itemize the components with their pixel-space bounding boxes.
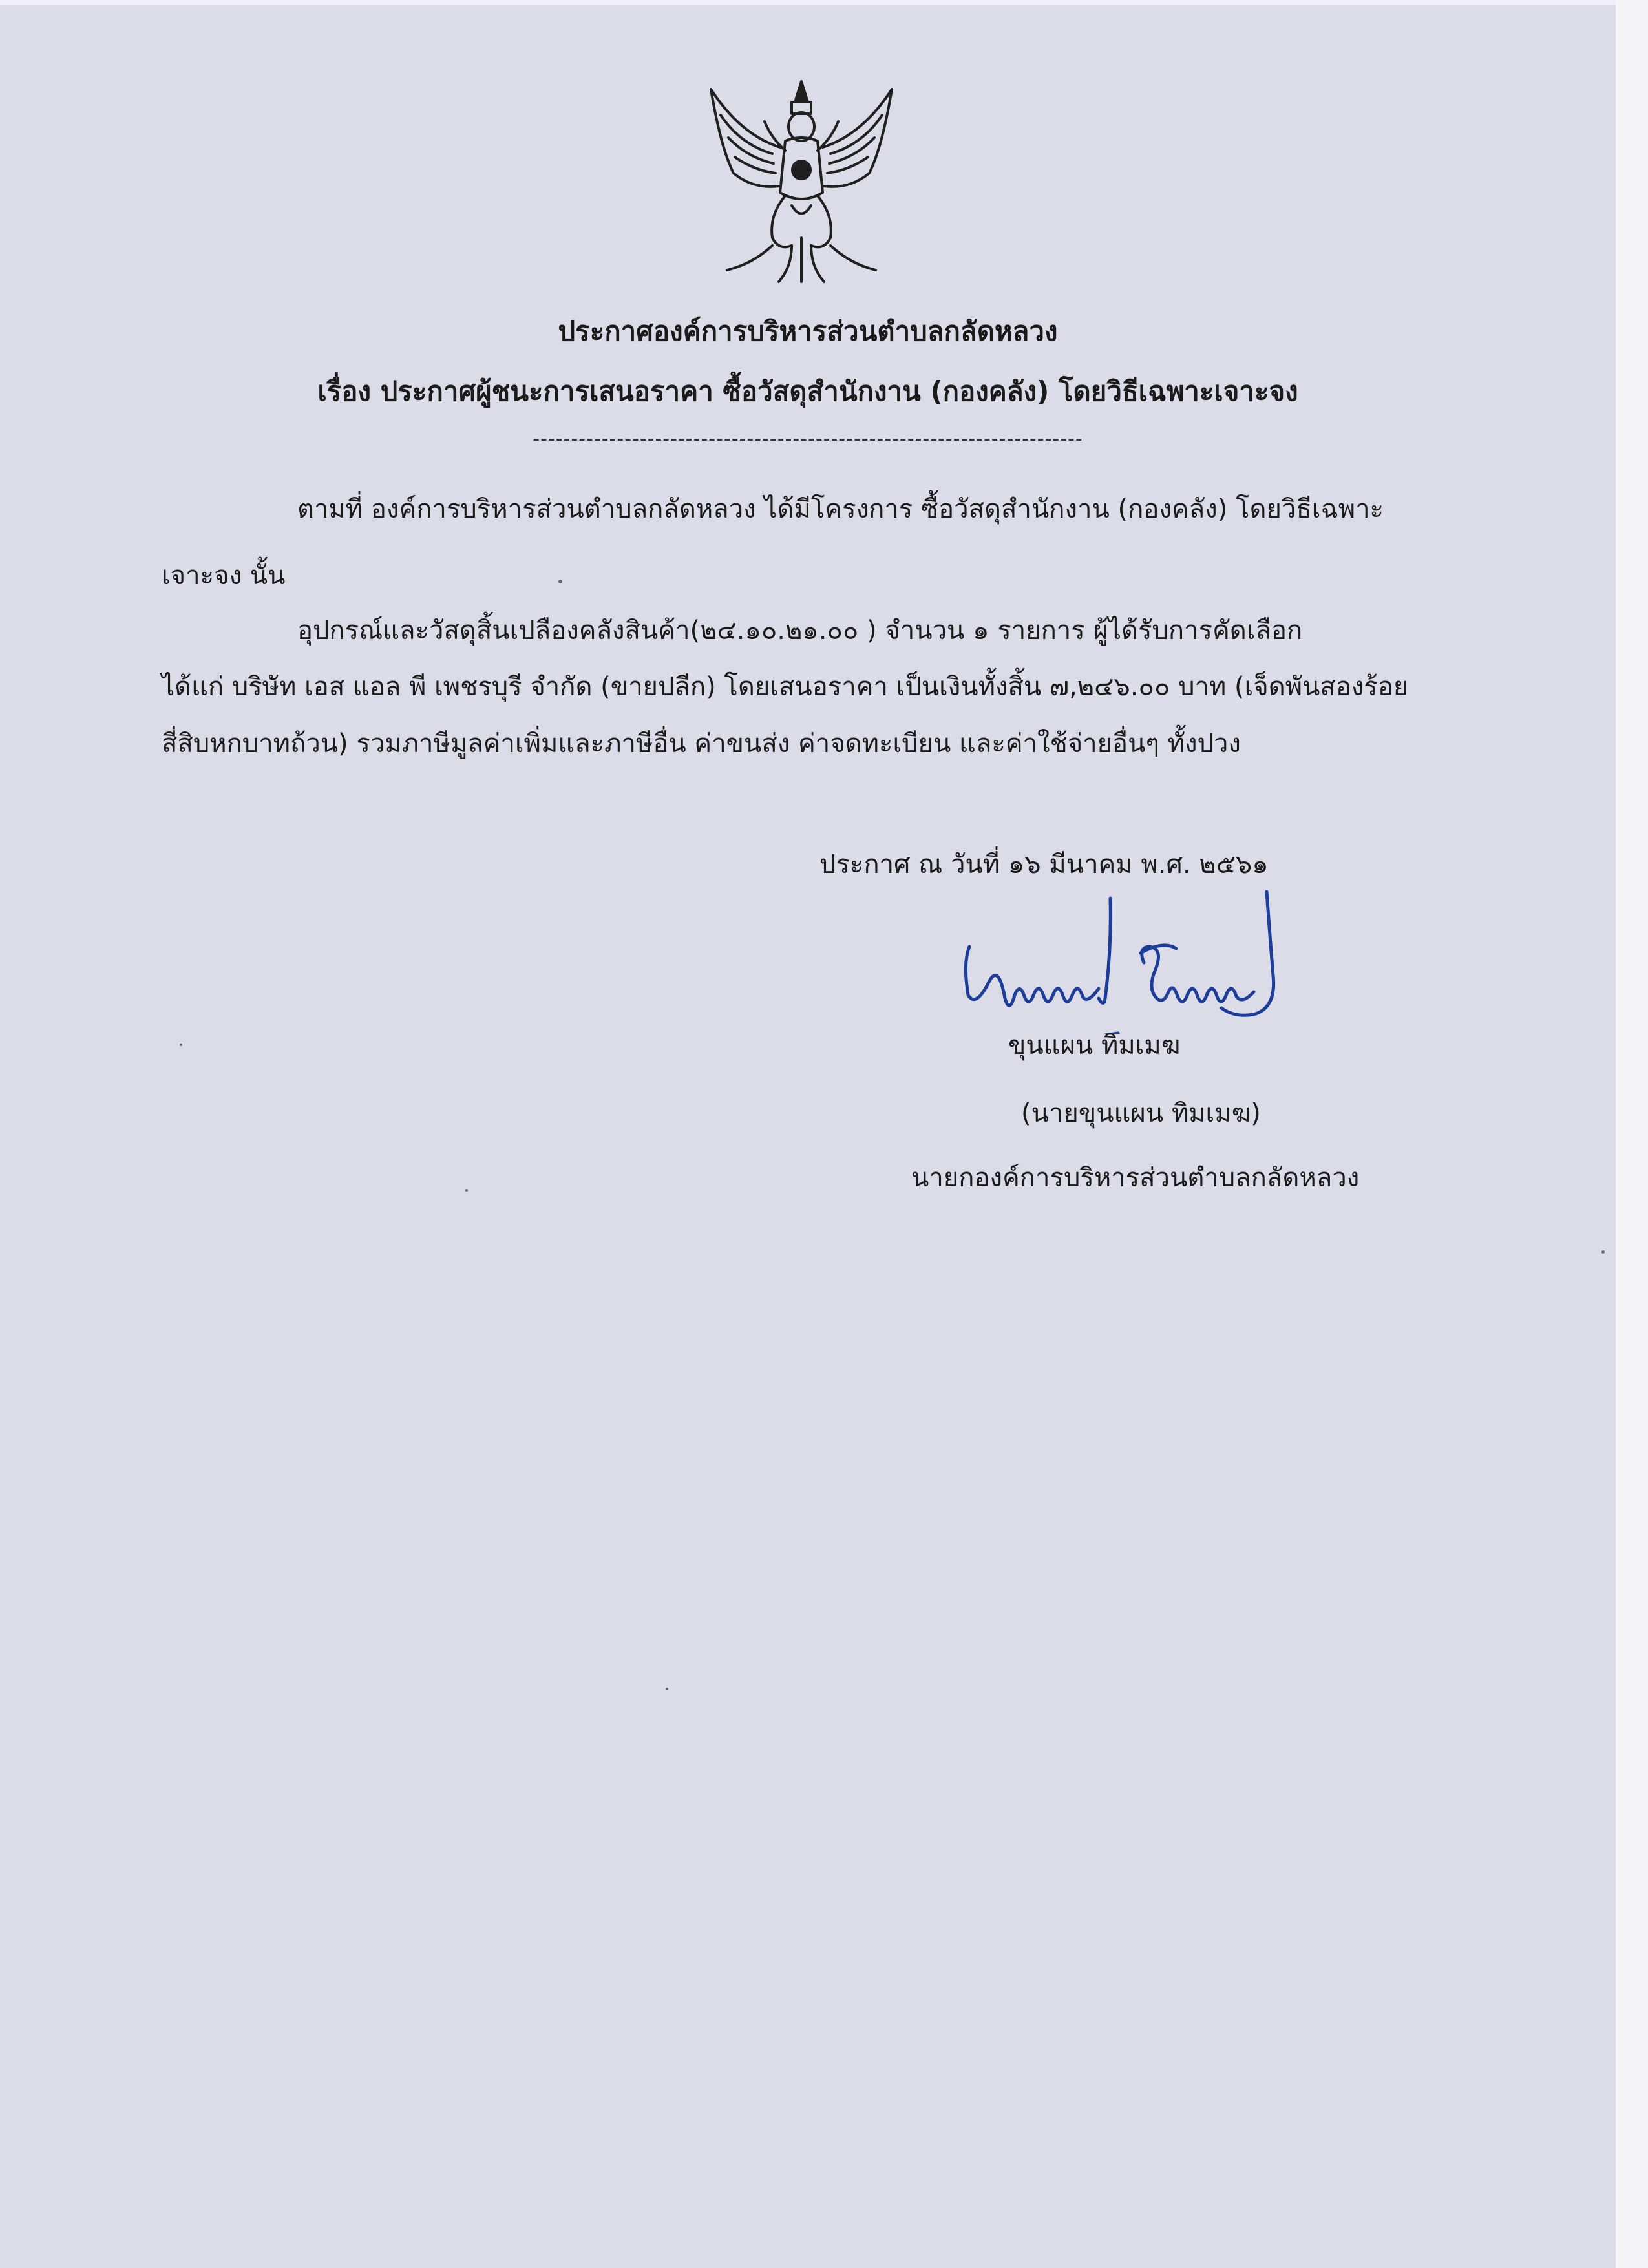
body-line-3: อุปกรณ์และวัสดุสิ้นเปลืองคลังสินค้า(๒๔.๑๐.๒๑.๐๐ ) จำนวน ๑ รายการ ผู้ได้รับการคัดเลือก: [297, 616, 1303, 646]
scan-speck: [558, 580, 562, 583]
garuda-emblem-icon: [695, 76, 908, 289]
body-line-2: เจาะจง นั้น: [162, 561, 286, 591]
scan-speck: [1601, 1250, 1605, 1254]
scan-speck: [666, 1688, 668, 1690]
page-top-edge: [0, 0, 1616, 5]
scan-speck: [180, 1044, 182, 1046]
body-line-1: ตามที่ องค์การบริหารส่วนตำบลกลัดหลวง ได้มีโครงการ ซื้อวัสดุสำนักงาน (กองคลัง) โดยวิธีเฉพาะ: [297, 494, 1384, 524]
signature-name-line: ขุนแผน ทิมเมฆ: [1008, 1031, 1181, 1060]
announcement-date: ประกาศ ณ วันที่ ๑๖ มีนาคม พ.ศ. ๒๕๖๑: [819, 850, 1269, 879]
body-line-4: ได้แก่ บริษัท เอส แอล พี เพชรบุรี จำกัด (ขายปลีก) โดยเสนอราคา เป็นเงินทั้งสิ้น ๗,๒๔๖.๐๐ บาท (เจ็ดพันสองร้อย: [162, 672, 1409, 702]
subject-heading: เรื่อง ประกาศผู้ชนะการเสนอราคา ซื้อวัสดุสำนักงาน (กองคลัง) โดยวิธีเฉพาะเจาะจง: [317, 375, 1298, 407]
scan-speck: [465, 1189, 468, 1192]
signatory-name: (นายขุนแผน ทิมเมฆ): [1021, 1098, 1261, 1128]
separator-line: ------------------------------------------------------------------------: [533, 428, 1083, 450]
signatory-position: นายกองค์การบริหารส่วนตำบลกลัดหลวง: [911, 1163, 1360, 1193]
scan-margin: [1616, 0, 1648, 2268]
signature-mark: [950, 885, 1312, 1034]
organization-heading: ประกาศองค์การบริหารส่วนตำบลกลัดหลวง: [558, 315, 1058, 347]
body-line-5: สี่สิบหกบาทถ้วน) รวมภาษีมูลค่าเพิ่มและภาษีอื่น ค่าขนส่ง ค่าจดทะเบียน และค่าใช้จ่ายอื่นๆ ทั้งปวง: [162, 729, 1241, 759]
